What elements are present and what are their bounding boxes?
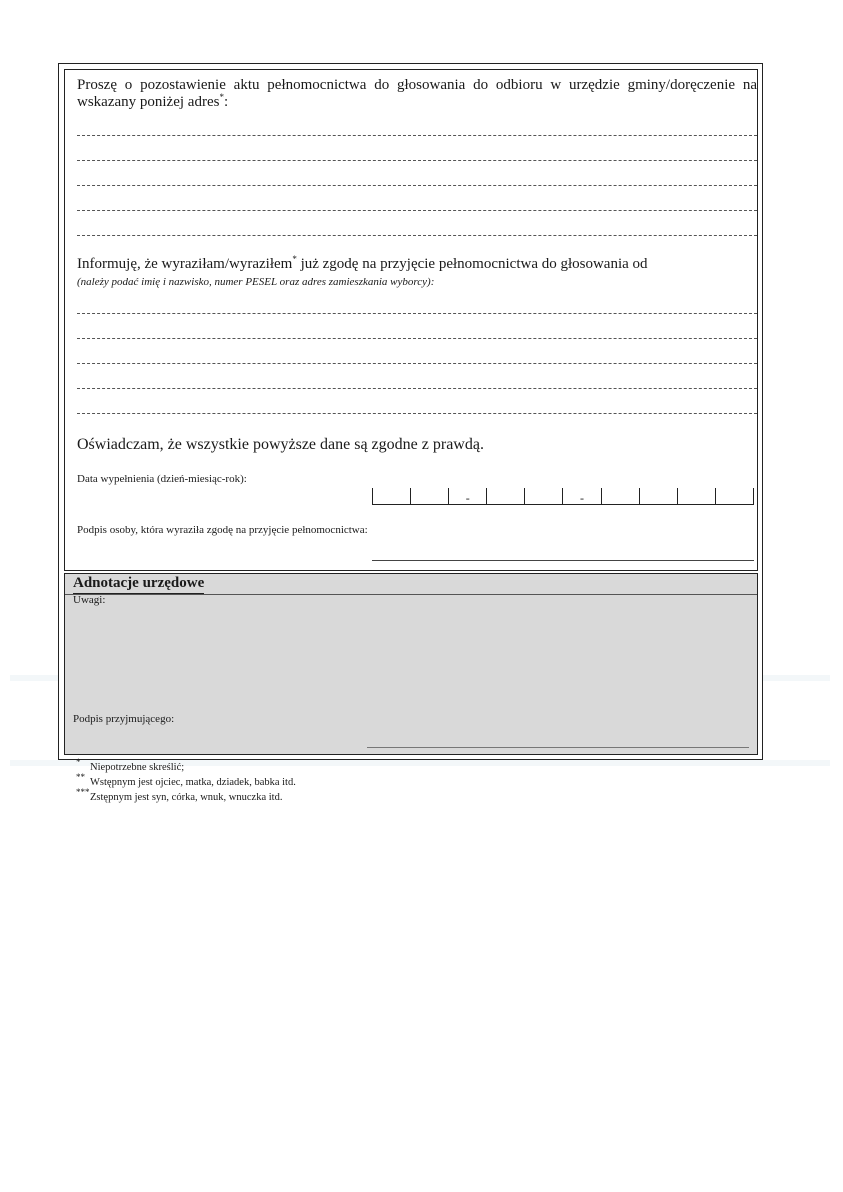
footnote-mark: * (76, 757, 81, 767)
consent-label: Informuję, że wyraziłam/wyraziłem (77, 256, 293, 272)
footnote-2 (76, 772, 296, 789)
footnote-3 (76, 787, 296, 804)
date-separator: - (562, 488, 600, 504)
voter-line-1[interactable] (77, 313, 757, 314)
address-request-label: Proszę o pozostawienie aktu pełnomocnictwa do głosowania do odbioru w urzędzie gminy/doręczenie na wskazany poniżej adres (77, 77, 757, 110)
address-request-text (77, 77, 757, 111)
signature-label: Podpis osoby, która wyraziła zgodę na przyjęcie pełnomocnictwa: (77, 524, 368, 536)
applicant-section (64, 69, 758, 571)
consent-hint: (należy podać imię i nazwisko, numer PESEL oraz adres zamieszkania wyborcy): (77, 276, 435, 288)
footnote-mark: * (219, 92, 224, 102)
receiver-signature-label: Podpis przyjmującego: (73, 713, 175, 725)
date-label: Data wypełnienia (dzień-miesiąc-rok): (77, 473, 247, 485)
receiver-signature-line[interactable] (367, 747, 749, 748)
voter-line-5[interactable] (77, 413, 757, 414)
official-divider (65, 594, 757, 595)
footnote-text: Zstępnym jest syn, córka, wnuk, wnuczka itd. (90, 792, 283, 803)
address-line-4[interactable] (77, 210, 757, 211)
footnote-mark: ** (76, 772, 85, 782)
address-line-1[interactable] (77, 135, 757, 136)
date-month-2[interactable] (524, 488, 562, 504)
date-field[interactable] (372, 488, 754, 505)
footnotes (76, 757, 296, 807)
voter-line-2[interactable] (77, 338, 757, 339)
date-month-1[interactable] (486, 488, 524, 504)
official-notes-title: Adnotacje urzędowe (73, 574, 204, 594)
consent-text (77, 256, 767, 290)
official-notes-section (64, 573, 758, 755)
address-line-3[interactable] (77, 185, 757, 186)
date-day-1[interactable] (372, 488, 410, 504)
date-year-4[interactable] (715, 488, 754, 504)
date-year-3[interactable] (677, 488, 715, 504)
colon: : (223, 94, 229, 110)
remarks-label: Uwagi: (73, 594, 106, 606)
date-year-1[interactable] (601, 488, 639, 504)
voter-line-3[interactable] (77, 363, 757, 364)
date-year-2[interactable] (639, 488, 677, 504)
consent-label-cont: już zgodę na przyjęcie pełnomocnictwa do głosowania od (296, 256, 648, 272)
address-line-5[interactable] (77, 235, 757, 236)
footnote-text: Niepotrzebne skreślić; (90, 762, 185, 773)
date-separator: - (448, 488, 486, 504)
signature-line[interactable] (372, 560, 754, 561)
voter-line-4[interactable] (77, 388, 757, 389)
footnote-1 (76, 757, 296, 774)
footnote-text: Wstępnym jest ojciec, matka, dziadek, babka itd. (90, 777, 296, 788)
truth-statement: Oświadczam, że wszystkie powyższe dane są zgodne z prawdą. (77, 436, 484, 453)
footnote-mark: * (292, 254, 297, 264)
form-frame (58, 63, 763, 760)
address-line-2[interactable] (77, 160, 757, 161)
date-day-2[interactable] (410, 488, 448, 504)
footnote-mark: *** (76, 787, 90, 797)
